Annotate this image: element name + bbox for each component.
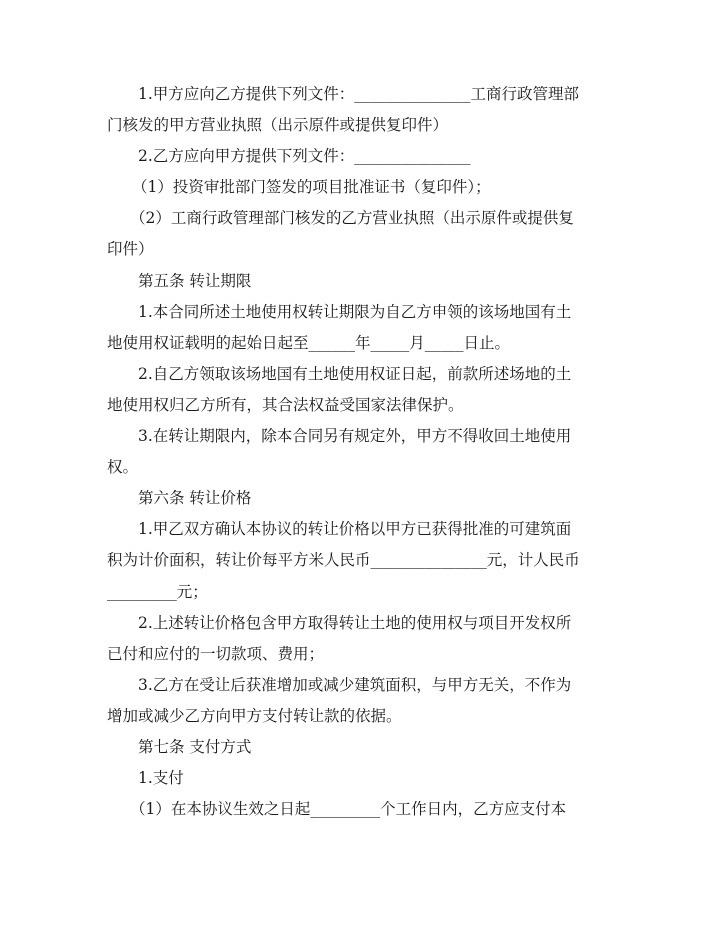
clause-6-item-2-line-1: 2.上述转让价格包含甲方取得转让土地的使用权与项目开发权所 (138, 613, 572, 632)
clause-6-item-1-line-2: 积为计价面积，转让价每平方米人民币_______________元，计人民币 (107, 551, 580, 570)
clause-4-item-1-line-1: 1.甲方应向乙方提供下列文件：_______________工商行政管理部 (138, 85, 580, 103)
clause-5-item-3-line-2: 权。 (107, 458, 139, 477)
section-heading-article-7: 第七条 支付方式 (138, 737, 252, 756)
clause-6-item-1-line-3: _________元； (107, 582, 208, 601)
section-heading-article-5: 第五条 转让期限 (138, 271, 252, 290)
section-heading-article-6: 第六条 转让价格 (138, 489, 252, 508)
clause-5-item-3-line-1: 3.在转让期限内，除本合同另有规定外，甲方不得收回土地使用 (138, 427, 572, 446)
clause-4-item-1-line-2: 门核发的甲方营业执照（出示原件或提供复印件） (107, 116, 449, 135)
clause-6-item-3-line-2: 增加或减少乙方向甲方支付转让款的依据。 (107, 706, 402, 725)
clause-5-item-2-line-1: 2.自乙方领取该场地国有土地使用权证日起，前款所述场地的土 (138, 364, 572, 383)
clause-6-item-2-line-2: 已付和应付的一切款项、费用； (107, 644, 325, 663)
clause-7-item-1: 1.支付 (138, 769, 184, 788)
clause-5-item-1-line-1: 1.本合同所述土地使用权转让期限为自乙方申领的该场地国有土 (138, 302, 572, 321)
clause-6-item-3-line-1: 3.乙方在受让后获准增加或减少建筑面积，与甲方无关，不作为 (138, 675, 572, 694)
clause-5-item-1-line-2: 地使用权证载明的起始日起至______年_____月_____日止。 (107, 333, 511, 352)
clause-7-item-1-sub-1-line-1: （1）在本协议生效之日起_________个工作日内，乙方应支付本 (130, 800, 567, 819)
clause-4-item-2: 2.乙方应向甲方提供下列文件：_______________ (138, 147, 471, 166)
clause-4-item-2-sub-2-line-2: 印件） (107, 240, 154, 259)
clause-4-item-2-sub-2-line-1: （2）工商行政管理部门核发的乙方营业执照（出示原件或提供复 (130, 209, 574, 228)
clause-5-item-2-line-2: 地使用权归乙方所有，其合法权益受国家法律保护。 (107, 395, 464, 414)
clause-4-item-2-sub-1: （1）投资审批部门签发的项目批准证书（复印件）； (132, 178, 491, 197)
clause-6-item-1-line-1: 1.甲乙双方确认本协议的转让价格以甲方已获得批准的可建筑面 (138, 520, 572, 539)
